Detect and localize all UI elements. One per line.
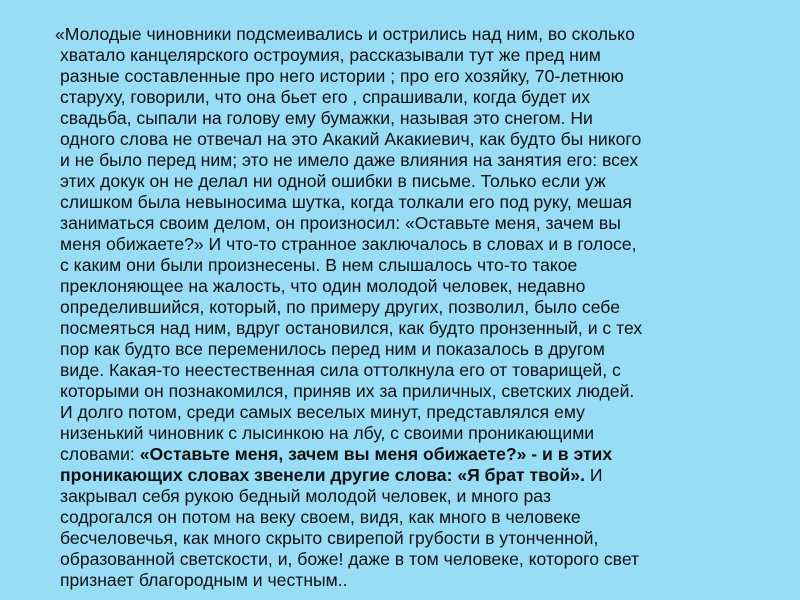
passage-line: с каким они были произнесены. В нем слышалось что-то такое [60,255,578,275]
passage-line: содрогался он потом на веку своем, видя, как много в человеке [60,507,581,527]
passage-line: одного слова не отвечал на это Акакий Акакиевич, как будто бы никого [60,129,642,149]
passage-line: заниматься своим делом, он произносил: «Оставьте меня, зачем вы [60,213,621,233]
passage-line: посмеяться над ним, вдруг остановился, как будто пронзенный, и с тех [60,318,643,338]
passage-line: пор как будто все переменилось перед ним и показалось в другом [60,339,605,359]
passage-text: И [584,465,603,485]
emphasized-quote: «Оставьте меня, зачем вы меня обижаете?» - и в этих [139,444,613,464]
passage-text: словами: [60,444,140,464]
emphasized-quote: проникающих словах звенели другие слова: [60,465,458,485]
passage-line: меня обижаете?» И что-то странное заключалось в словах и в голосе, [60,234,637,254]
passage-line: разные составленные про него истории ; про его хозяйку, 70-летнюю [60,66,624,86]
passage-line: и не было перед ним; это не имело даже влияния на занятия его: всех [60,150,639,170]
emphasized-quote: «Я брат твой». [457,465,585,485]
passage-line: бесчеловечья, как много скрыто свирепой грубости в утонченной, [60,528,599,548]
passage-line: И долго потом, среди самых веселых минут, представлялся ему [60,402,585,422]
passage-line: признает благородным и честным.. [60,570,348,590]
passage-line: старуху, говорили, что она бьет его , спрашивали, когда будет их [60,87,591,107]
passage-line: преклоняющее на жалость, что один молодой человек, недавно [60,276,586,296]
passage-line: свадьба, сыпали на голову ему бумажки, называя это снегом. Ни [60,108,593,128]
passage-line: закрывал себя рукою бедный молодой человек, и много раз [60,486,551,506]
passage-line-mixed [60,465,772,486]
passage-line: виде. Какая-то неестественная сила оттолкнула его от товарищей, с [60,360,621,380]
passage-line: хватало канцелярского остроумия, рассказывали тут же пред ним [60,45,601,65]
passage-line: «Молодые чиновники подсмеивались и острились над ним, во сколько [55,24,635,44]
passage-line: этих докук он не делал ни одной ошибки в письме. Только если уж [60,171,606,191]
passage-line: низенький чиновник с лысинкою на лбу, с своими проникающими [60,423,595,443]
quote-passage [55,24,772,591]
passage-line: слишком была невыносима шутка, когда толкали его под руку, мешая [60,192,632,212]
passage-line-mixed [60,444,772,465]
passage-line: которыми он познакомился, приняв их за приличных, светских людей. [60,381,635,401]
passage-line: определившийся, который, по примеру других, позволил, было себе [60,297,620,317]
passage-line: образованной светскости, и, боже! даже в том человеке, которого свет [60,549,640,569]
